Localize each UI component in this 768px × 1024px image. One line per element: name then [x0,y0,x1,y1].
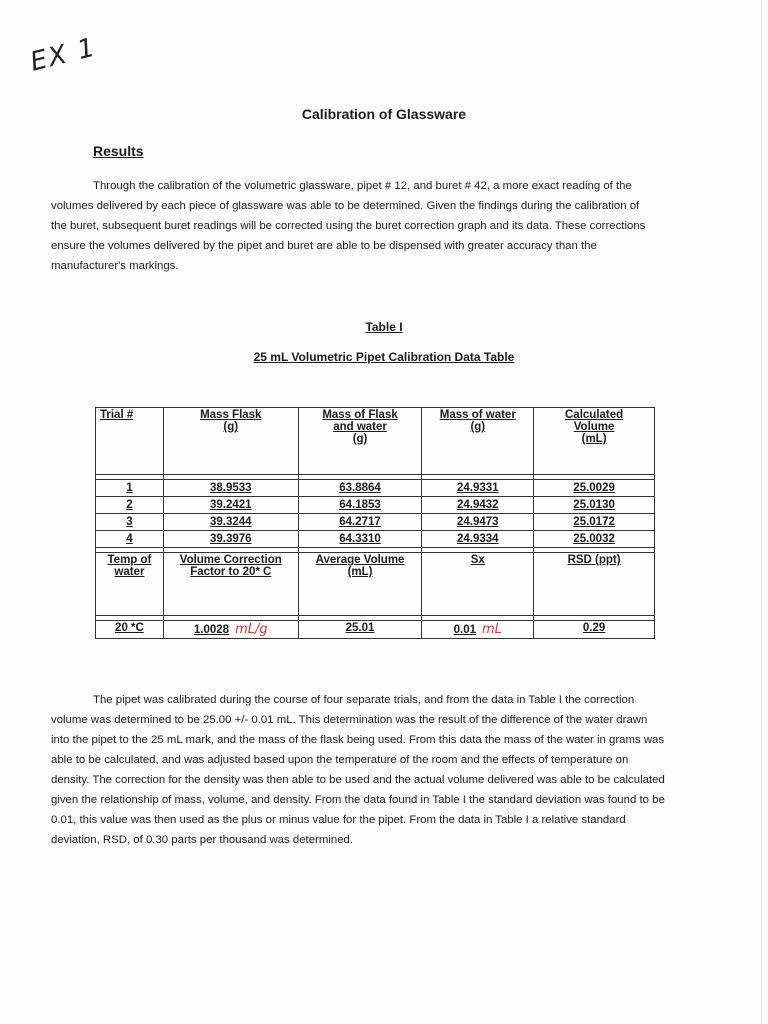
cell-temp: 20 *C [96,621,164,639]
header-avg-volume: Average Volume (mL) [298,553,422,616]
cell-trial: 2 [96,497,164,514]
cell-mass-flask: 38.9533 [163,480,298,497]
cell-sx: 0.01 mL [422,621,534,639]
header-trial: Trial # [96,408,164,475]
table-row [96,480,655,497]
cell-volume: 25.0032 [534,531,655,548]
cell-volume: 25.0172 [534,514,655,531]
header-mass-water: Mass of water (g) [422,408,534,475]
cell-avg-volume: 25.01 [298,621,422,639]
document-title: Calibration of Glassware [301,106,467,122]
cell-volume: 25.0029 [534,480,655,497]
cell-trial: 4 [96,531,164,548]
cell-mass-flask-water: 63.8864 [298,480,422,497]
summary-header-row [96,553,655,616]
cell-mass-water: 24.9334 [422,531,534,548]
results-heading: Results [93,143,144,159]
cell-mass-water: 24.9331 [422,480,534,497]
header-calc-volume: Calculated Volume (mL) [534,408,655,475]
cell-volume: 25.0130 [534,497,655,514]
handwritten-unit: mL [482,622,502,637]
cell-mass-flask-water: 64.2717 [298,514,422,531]
table-caption: 25 mL Volumetric Pipet Calibration Data Table [253,350,515,364]
cell-mass-flask-water: 64.1853 [298,497,422,514]
table-row [96,514,655,531]
cell-correction: 1.0028 mL/g [163,621,298,639]
header-temp: Temp of water [96,553,164,616]
table-label: Table I [365,320,403,334]
intro-paragraph: Through the calibration of the volumetric glassware, pipet # 12, and buret # 42, a more exact reading of the volumes delivered by each piece of glassware was able to be determined. Given the findings during the calibration of the buret, subsequent buret readings will be corrected using the buret correction graph and its data. These corrections ensure the volumes delivered by the pipet and buret are able to be dispensed with greater accuracy than the manufacturer's markings. [51,180,646,272]
table-row [96,497,655,514]
table-row [96,531,655,548]
cell-mass-flask: 39.3976 [163,531,298,548]
scan-edge [761,0,762,1024]
handwritten-label: EX 1 [27,32,100,78]
closing-paragraph: The pipet was calibrated during the course of four separate trials, and from the data in Table I the correction volume was determined to be 25.00 +/- 0.01 mL. This determination was the result of the difference of the water drawn into the pipet to the 25 mL mark, and the mass of the flask being used. From this data the mass of the water in grams was able to be calculated, and was adjusted based upon the temperature of the room and the effects of temperature on density. The correction for the density was then able to be used and the actual volume delivered was able to be calculated given the relationship of mass, volume, and density. From the data found in Table I the standard deviation was found to be 0.01, this value was then used as the plus or minus value for the pipet. From the data in Table I a relative standard deviation, RSD, of 0.30 parts per thousand was determined. [51,694,665,846]
cell-mass-flask: 39.2421 [163,497,298,514]
header-sx: Sx [422,553,534,616]
cell-mass-flask-water: 64.3310 [298,531,422,548]
header-mass-flask: Mass Flask (g) [163,408,298,475]
cell-trial: 3 [96,514,164,531]
header-correction: Volume Correction Factor to 20* C [163,553,298,616]
cell-mass-water: 24.9473 [422,514,534,531]
cell-mass-water: 24.9432 [422,497,534,514]
cell-mass-flask: 39.3244 [163,514,298,531]
header-rsd: RSD (ppt) [534,553,655,616]
table-header-row [96,408,655,475]
calibration-table [95,407,655,639]
cell-trial: 1 [96,480,164,497]
handwritten-unit: mL/g [235,622,268,637]
header-mass-flask-water: Mass of Flask and water (g) [298,408,422,475]
summary-value-row [96,621,655,639]
cell-rsd: 0.29 [534,621,655,639]
